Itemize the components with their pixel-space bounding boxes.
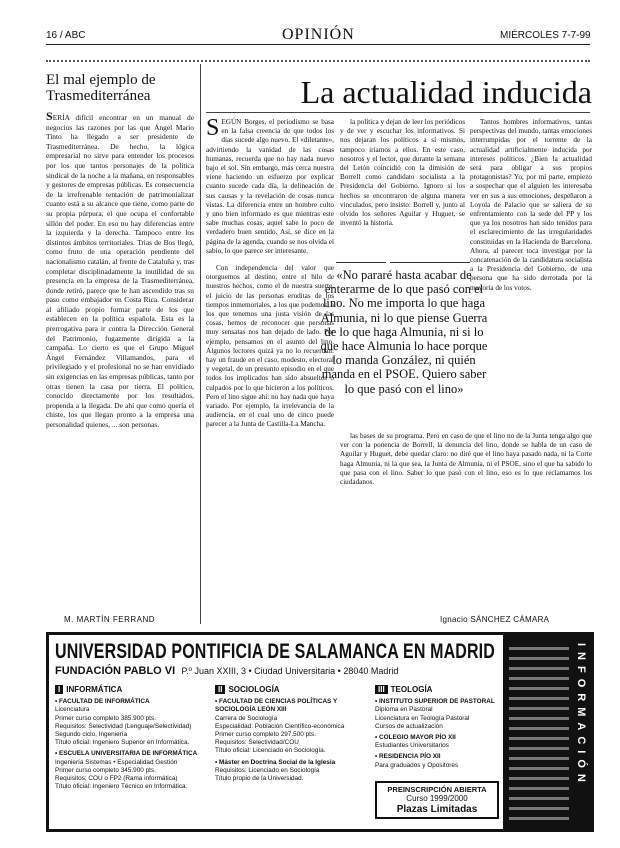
ad-section-sociologia xyxy=(215,685,365,783)
left-byline: M. MARTÍN FERRAND xyxy=(64,615,156,624)
ad-item-line: Título oficial: Ingeniero Superior en Informática. xyxy=(55,739,190,747)
preinscription-label: PREINSCRIPCIÓN ABIERTA xyxy=(387,785,487,794)
ad-section-category: INFORMÁTICA xyxy=(66,685,123,694)
ad-item-line: Título oficial: Licenciado en Sociología. xyxy=(215,747,326,755)
ad-foundation: FUNDACIÓN PABLO VI xyxy=(55,665,176,677)
left-article-body xyxy=(46,109,194,430)
main-byline: Ignacio SÁNCHEZ CÁMARA xyxy=(440,615,550,624)
ad-item-line: Primer curso completo 297.500 pts. xyxy=(215,731,316,739)
ad-university-name: UNIVERSIDAD PONTIFICIA DE SALAMANCA EN MADRID xyxy=(55,640,495,663)
ad-item-line: Requisitos: Selectividad (Lenguaje/Selectividad) xyxy=(55,722,192,730)
header-rule xyxy=(46,44,590,45)
ad-item-line: Diploma en Pastoral xyxy=(375,706,433,714)
ad-section-informatica xyxy=(55,685,205,791)
main-col-1-text: EGÚN Borges, el periodismo se basa en la falsa creencia de que todos los días sucede algo nuevo. El «diletante», advirtiendo la vanidad de las cosas humanas, recuerda que no hay nada nuevo bajo el sol. Sin embargo, más cerca nuestra viene haciendo un esfuerzo por explicar cuanto sucede cada día, la delineación de sus causas y la revelación de cosas nunca vistas. La diferencia entre un hombre culto y uno bien informado es que mientras este sabe muchas cosas, aquel sabe lo poco de verdadero buen sentido. Así, se dice en la página de la agenda, cuando se nos olvida el sabio, lo que parece ser interesante. xyxy=(206,118,334,255)
ad-section-number: II xyxy=(215,685,225,694)
ad-foundation-line xyxy=(55,665,505,677)
ad-item-title: • FACULTAD DE CIENCIAS POLÍTICAS Y SOCIOLOGÍA LEÓN XIII xyxy=(215,698,365,714)
ad-item-title: • ESCUELA UNIVERSITARIA DE INFORMÁTICA xyxy=(55,750,205,758)
main-col-5 xyxy=(340,432,592,610)
ad-item-line: Requisitos: Licenciado en Sociología xyxy=(215,766,320,774)
page-number: 16 / ABC xyxy=(46,30,86,41)
main-col-1b-text: Con independencia del valor que otorguemos al destino, entre el hilo de nuestros hechos, como el de nuestra suerte, el juicio de las personas eruditas de los tiempos inmemoriales, a los que podemos, a los que tenemos una justa visión de las cosas, hemos de reconocer que personas muy sensatas nos han dejado de lado. Por ejemplo, pensamos en el asunto del lino. Algunos lectores quizá ya no lo recuerdan: hay un fraude en el caso, modesto, electoral y vegetal, de un presunto episodio en el que todos los implicados han sido absueltos o culpados por lo que hicieron a los políticos. Pero el lino sigue ahí: no hay nada que haya variado. Por ejemplo, la irrelevancia de la audiencia, en el cual uno de cinco puede parecer a la Junta de Castilla-La Mancha. xyxy=(206,264,334,429)
main-col-5-text: las bases de su programa. Pero en caso de que el lino no de la Junta tenga algo que ver con la ponencia de Borrell, la denuncia del lino, donde se habla de un caso de Aguilar y Huguet, debe quedar claro: no diré que el lino haya pasado nada, ni la Corte haga Almunia, ni la que sea, la Junta de Almunia, ni el PSOE, sino el que ha sabido lo que pasa con el lino. Saber lo que pasó con el lino, eso es lo que reclamamos los ciudadanos. xyxy=(340,432,592,487)
ad-side-stripes xyxy=(509,647,569,827)
ad-item-line: Carrera de Sociología xyxy=(215,714,278,722)
ad-item-line: Licenciatura xyxy=(55,706,90,714)
main-col-2 xyxy=(340,118,465,260)
ad-section-category: SOCIOLOGÍA xyxy=(228,685,280,694)
pull-quote-rule-right xyxy=(390,262,470,263)
university-advert[interactable] xyxy=(46,632,594,832)
pull-quote: «No pararé hasta acabar de enterarme de lo que pasó con el lino. No me importa lo que haga Almunia, ni lo que piense Guerra de lo que haga Almunia, ni si lo que hace Almunia lo hace porque lo manda González, ni quién manda en el PSOE. Quiero saber lo que pasó con el lino» xyxy=(320,268,488,396)
ad-item-line: Primer curso completo 385.900 pts. xyxy=(55,714,156,722)
ad-item-line: Segundo ciclo, Ingeniería xyxy=(55,731,128,739)
left-drop-cap: S xyxy=(46,109,53,123)
preinscription-course: Curso 1999/2000 xyxy=(406,794,468,803)
ad-side-word: INFORMACIÓN xyxy=(575,643,587,788)
main-article-title: La actualidad inducida xyxy=(300,74,592,110)
preinscription-box xyxy=(375,781,499,819)
main-col-1b xyxy=(206,264,334,610)
header-dotted-rule xyxy=(46,60,590,62)
section-title: OPINIÓN xyxy=(282,26,355,43)
ad-section-teologia xyxy=(375,685,503,770)
ad-item-line: Estudiantes Universitarios xyxy=(375,742,449,750)
ad-section-number: I xyxy=(55,685,63,694)
ad-item-line: Ingeniería Sistemas • Especialidad Gestión xyxy=(55,758,178,766)
ad-item-line: Título propio de la Universidad. xyxy=(215,775,304,783)
pull-quote-rule-left xyxy=(336,262,386,263)
ad-item-title: • COLEGIO MAYOR PÍO XII xyxy=(375,734,503,742)
ad-item-line: Requisitos: Selectividad/COU xyxy=(215,739,299,747)
main-col-2-text: la política y dejan de leer los periódicos y de ver y escuchar los informativos. Si nos dejaran los políticos a sí mismos, tampoco iríamos a ellos. En este caso, nosotros y el lector, que durante la semana del Letón coincidió con la dimisión de Borrell como candidato socialista a la Presidencia del Gobierno. Ignoro si los hechos se encontraron de alguna manera vinculados, pero insisto: Borrell y, junto al olvido los señores Aguilar y Huguet, se inventó la historia. xyxy=(340,118,465,228)
ad-section-number: III xyxy=(375,685,388,694)
ad-item-title: • FACULTAD DE INFORMÁTICA xyxy=(55,698,205,706)
ad-section-category: TEOLOGÍA xyxy=(390,685,433,694)
ad-item-line: Licenciatura en Teología Pastoral xyxy=(375,714,470,722)
ad-item-line: Especialidad: Población Científico-económica xyxy=(215,722,345,730)
title-rule xyxy=(206,112,590,113)
left-article-title: El mal ejemplo de Trasmediterránea xyxy=(46,72,156,104)
ad-item-line: Título oficial: Ingeniero Técnico en Informática. xyxy=(55,783,188,791)
left-article-text: ERÍA difícil encontrar en un manual de negocios las razones por las que Ángel Mario Tinto ha llegado a ser presidente de Trasmediterránea. De hecho, la lógica empresarial no sirve para entender los procesos por los que tantos personajes de la política sindical de la noche a la mañana, en responsables y gestores de empresas públicas. Es consecuencia de la irrefrenable tentación de patrimonializar cuanto está a su alcance que tiene, como parte de su propia púrpura, el que ocupa el confortable sillón del poder. En eso no hay diferencias entre la izquierda y la derecha. Tampoco entre los distintos ámbitos territoriales. Trias de Bos llegó, como fruto de una operación pendiente del nacionalismo catalán, al frente de Cataluña y, tras completar disciplinadamente la inutilidad de su presencia en la empresa de la Trasmediterránea, donde retiró, parece que le han ascendido tras su paso como embajador en Costa Rica. Considerar al afiliado propio formar parte de los que establecen en la política española. Esta es la prerrogativa para ir contra la Dirección General del Patrimonio, fugazmente dirigida a la campaña. Lo cierto es que el Grupo Miguel Ángel Fernández Villamandos, para el privilegiado y el profesional no se han envidiado sin exigencias en las empresas públicas, tanto por otras tienen la casa por tierra. El político, conocido directamente por los resultados, propenda a la llegada. De ahí que como quería el chiste, los que llegan pronto a la empresa una personalidad quienes, ... son personas. xyxy=(46,113,194,429)
ad-item-title: • INSTITUTO SUPERIOR DE PASTORAL xyxy=(375,698,503,706)
main-col-3 xyxy=(470,118,592,292)
ad-item-line: Requisitos: COU o FP2 (Rama informática) xyxy=(55,775,178,783)
main-drop-cap: S xyxy=(206,115,220,141)
ad-item-line: Primer curso completo 345.900 pts. xyxy=(55,766,156,774)
ad-side-panel xyxy=(503,635,591,829)
column-divider xyxy=(200,64,201,624)
ad-item-title: • RESIDENCIA PÍO XII xyxy=(375,753,503,761)
main-col-1 xyxy=(206,115,334,260)
ad-address: P.º Juan XXIII, 3 • Ciudad Universitaria • 28040 Madrid xyxy=(181,666,399,676)
ad-item-line: Cursos de actualización xyxy=(375,722,443,730)
ad-item-title: • Máster en Doctrina Social de la Iglesia xyxy=(215,759,365,767)
preinscription-places: Plazas Limitadas xyxy=(396,804,478,815)
left-column-article xyxy=(46,72,194,620)
issue-date: MIÉRCOLES 7-7-99 xyxy=(500,30,591,41)
main-col-3-text: Tantos hombres informativos, tantas perspectivas del mundo, tantas emociones interrumpidas por el torrente de la actualidad artificialmente inducida por intereses políticos. ¿Bien la actualidad será para obligar a sus propios protagonistas? Yo, por mí parte, empiezo a sospechar que el alguien les interesaba ver en sus a sus emociones, despeñaron a Loyola de Palacio que se saliera de su enfrentamiento con la sede del PP y los que ya los nosotros han sido tenidos para el esclarecimiento de las irregularidades constituidas en la Hacienda de Barcelona. Ahora, al parecer toca investigar por la concatenación de la candidatura socialista a la Presidencia del Gobierno, de una persona que ha sido derrotada por la mayoría de los votos. xyxy=(470,118,592,292)
ad-item-line: Para graduados y Opositores xyxy=(375,761,459,769)
